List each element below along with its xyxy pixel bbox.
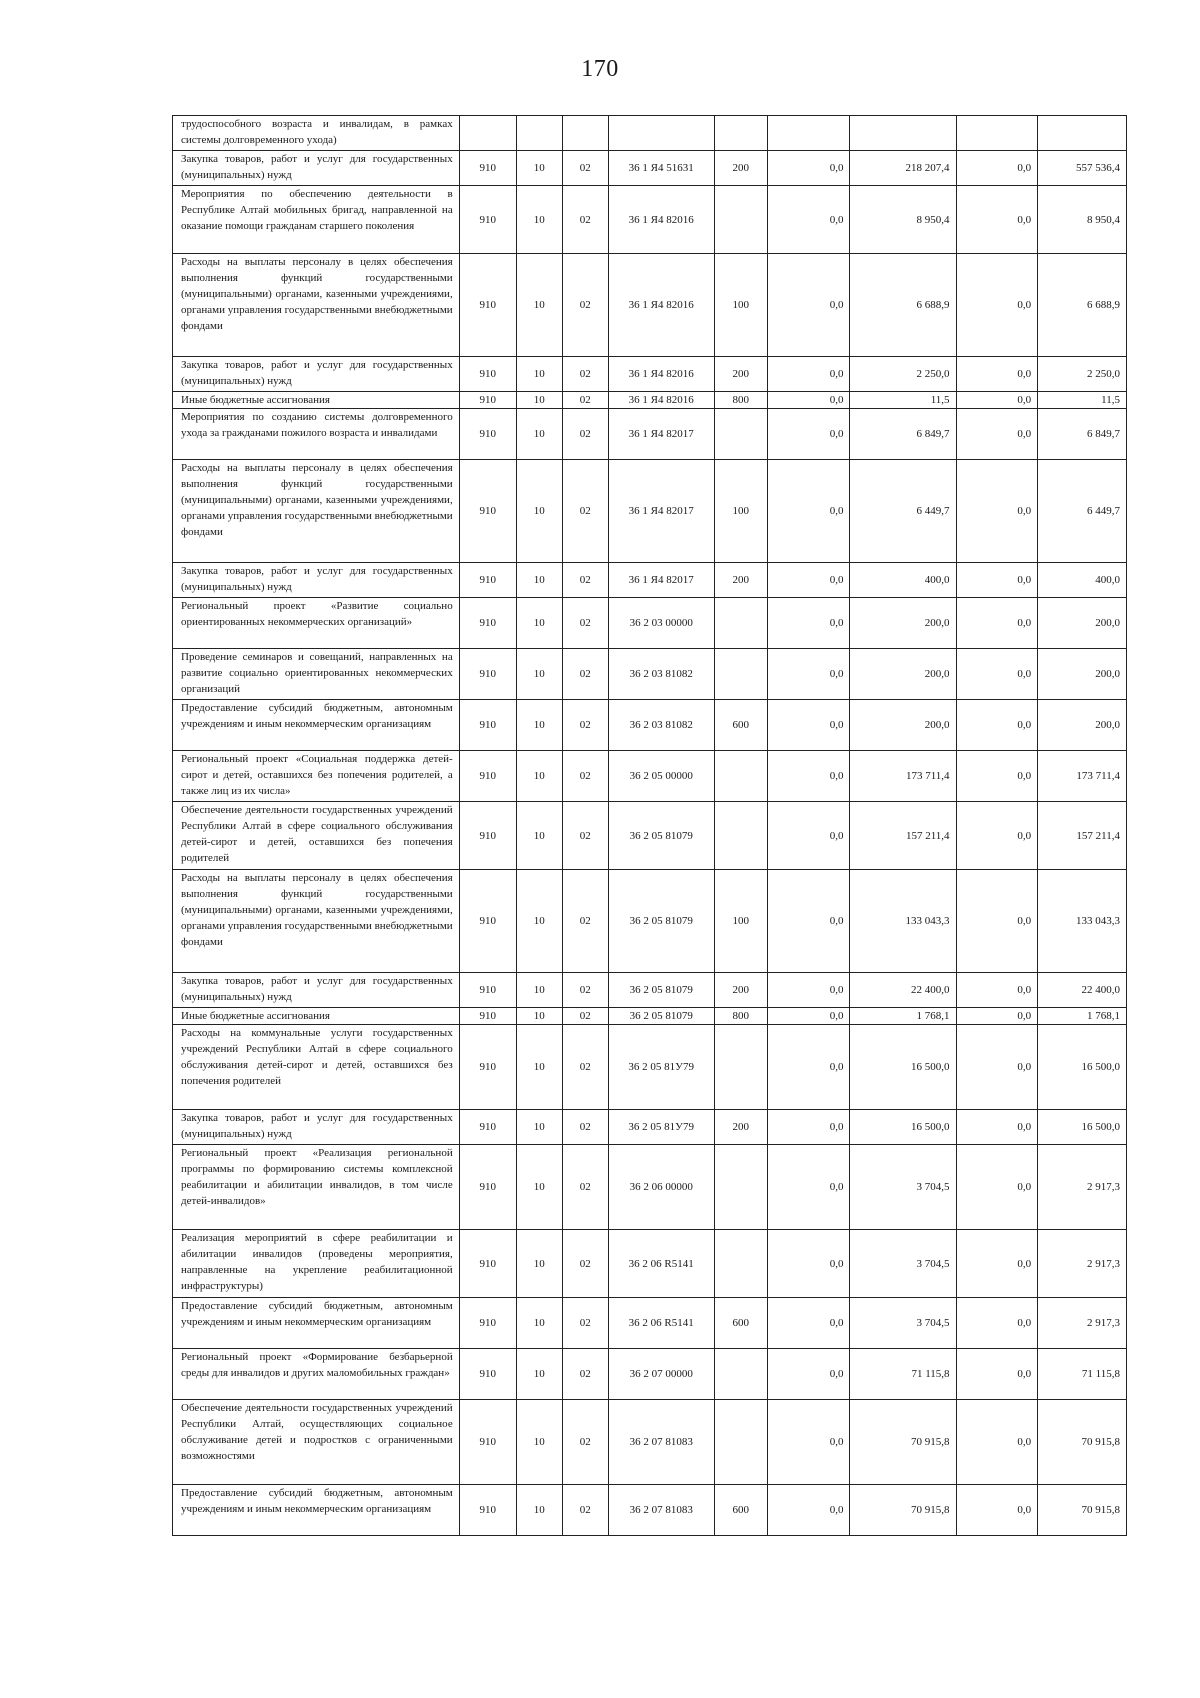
expense-type-cell: 200 [714,151,767,186]
grbs-code-cell: 910 [459,254,516,357]
table-row [173,870,1127,973]
amount-1-cell: 0,0 [767,1485,850,1536]
table-row [173,563,1127,598]
amount-3-cell: 0,0 [956,357,1038,392]
budget-table [172,115,1127,1536]
amount-3-cell: 0,0 [956,1485,1038,1536]
table-row [173,254,1127,357]
amount-4-cell: 200,0 [1038,700,1127,751]
expense-type-cell [714,598,767,649]
grbs-code-cell: 910 [459,649,516,700]
table-row [173,1145,1127,1230]
subsection-code-cell: 02 [562,1110,608,1145]
subsection-code-cell: 02 [562,1349,608,1400]
amount-3-cell: 0,0 [956,870,1038,973]
row-name-cell: Закупка товаров, работ и услуг для государственных (муниципальных) нужд [173,357,460,392]
target-article-cell: 36 1 Я4 82017 [608,563,714,598]
amount-4-cell: 71 115,8 [1038,1349,1127,1400]
subsection-code-cell: 02 [562,357,608,392]
grbs-code-cell: 910 [459,357,516,392]
amount-4-cell: 6 449,7 [1038,460,1127,563]
amount-3-cell: 0,0 [956,1110,1038,1145]
amount-3-cell: 0,0 [956,460,1038,563]
amount-1-cell [767,116,850,151]
target-article-cell: 36 1 Я4 82016 [608,392,714,409]
section-code-cell: 10 [516,598,562,649]
amount-1-cell: 0,0 [767,1145,850,1230]
target-article-cell: 36 2 05 81У79 [608,1025,714,1110]
subsection-code-cell: 02 [562,649,608,700]
section-code-cell: 10 [516,1298,562,1349]
table-row [173,700,1127,751]
amount-1-cell: 0,0 [767,1230,850,1298]
subsection-code-cell: 02 [562,1485,608,1536]
amount-2-cell: 3 704,5 [850,1230,956,1298]
amount-3-cell: 0,0 [956,409,1038,460]
grbs-code-cell: 910 [459,1008,516,1025]
amount-3-cell: 0,0 [956,1025,1038,1110]
amount-3-cell: 0,0 [956,1298,1038,1349]
row-name-cell: Мероприятия по обеспечению деятельности в Республике Алтай мобильных бригад, направленной на оказание помощи гражданам старшего поколения [173,186,460,254]
amount-4-cell: 557 536,4 [1038,151,1127,186]
expense-type-cell [714,1349,767,1400]
subsection-code-cell: 02 [562,1145,608,1230]
section-code-cell: 10 [516,700,562,751]
subsection-code-cell: 02 [562,700,608,751]
row-name-cell: Предоставление субсидий бюджетным, автономным учреждениям и иным некоммерческим организациям [173,1485,460,1536]
amount-2-cell: 200,0 [850,598,956,649]
table-row [173,1008,1127,1025]
expense-type-cell: 800 [714,392,767,409]
row-name-cell: Предоставление субсидий бюджетным, автономным учреждениям и иным некоммерческим организациям [173,700,460,751]
section-code-cell: 10 [516,1349,562,1400]
amount-2-cell: 157 211,4 [850,802,956,870]
expense-type-cell: 600 [714,1298,767,1349]
table-row [173,1349,1127,1400]
amount-4-cell: 133 043,3 [1038,870,1127,973]
amount-4-cell [1038,116,1127,151]
section-code-cell: 10 [516,802,562,870]
amount-2-cell: 16 500,0 [850,1025,956,1110]
target-article-cell: 36 2 05 81079 [608,870,714,973]
section-code-cell [516,116,562,151]
target-article-cell: 36 2 05 81079 [608,1008,714,1025]
table-row [173,151,1127,186]
section-code-cell: 10 [516,1485,562,1536]
grbs-code-cell [459,116,516,151]
amount-2-cell: 400,0 [850,563,956,598]
amount-3-cell: 0,0 [956,151,1038,186]
target-article-cell: 36 2 03 00000 [608,598,714,649]
section-code-cell: 10 [516,1145,562,1230]
subsection-code-cell: 02 [562,1400,608,1485]
amount-2-cell: 1 768,1 [850,1008,956,1025]
grbs-code-cell: 910 [459,392,516,409]
amount-1-cell: 0,0 [767,1400,850,1485]
grbs-code-cell: 910 [459,1298,516,1349]
table-row [173,1298,1127,1349]
subsection-code-cell: 02 [562,460,608,563]
amount-4-cell: 70 915,8 [1038,1485,1127,1536]
amount-3-cell: 0,0 [956,1230,1038,1298]
table-row [173,392,1127,409]
amount-3-cell: 0,0 [956,1400,1038,1485]
amount-1-cell: 0,0 [767,1298,850,1349]
amount-3-cell: 0,0 [956,392,1038,409]
amount-4-cell: 2 917,3 [1038,1145,1127,1230]
amount-1-cell: 0,0 [767,1349,850,1400]
target-article-cell: 36 1 Я4 51631 [608,151,714,186]
grbs-code-cell: 910 [459,1349,516,1400]
section-code-cell: 10 [516,151,562,186]
row-name-cell: Расходы на выплаты персоналу в целях обеспечения выполнения функций государственными (муниципальными) органами, казенными учреждениями, органами управления государственными внебюджетными фондами [173,254,460,357]
target-article-cell: 36 2 07 81083 [608,1485,714,1536]
row-name-cell: Реализация мероприятий в сфере реабилитации и абилитации инвалидов (проведены мероприятия, направленные на укрепление реабилитационной инфраструктуры) [173,1230,460,1298]
table-row [173,1485,1127,1536]
target-article-cell: 36 2 03 81082 [608,700,714,751]
grbs-code-cell: 910 [459,1145,516,1230]
target-article-cell: 36 2 05 00000 [608,751,714,802]
row-name-cell: Региональный проект «Социальная поддержка детей-сирот и детей, оставшихся без попечения родителей, а также лиц из их числа» [173,751,460,802]
grbs-code-cell: 910 [459,186,516,254]
grbs-code-cell: 910 [459,151,516,186]
row-name-cell: Мероприятия по созданию системы долговременного ухода за гражданами пожилого возраста и инвалидами [173,409,460,460]
amount-3-cell: 0,0 [956,1349,1038,1400]
amount-3-cell: 0,0 [956,563,1038,598]
amount-1-cell: 0,0 [767,973,850,1008]
amount-1-cell: 0,0 [767,751,850,802]
target-article-cell: 36 2 03 81082 [608,649,714,700]
amount-2-cell: 16 500,0 [850,1110,956,1145]
amount-2-cell: 200,0 [850,700,956,751]
expense-type-cell [714,1400,767,1485]
amount-1-cell: 0,0 [767,802,850,870]
section-code-cell: 10 [516,563,562,598]
subsection-code-cell: 02 [562,1025,608,1110]
amount-4-cell: 2 250,0 [1038,357,1127,392]
table-row [173,1400,1127,1485]
subsection-code-cell: 02 [562,1298,608,1349]
subsection-code-cell: 02 [562,973,608,1008]
subsection-code-cell: 02 [562,1230,608,1298]
subsection-code-cell: 02 [562,802,608,870]
amount-3-cell [956,116,1038,151]
amount-1-cell: 0,0 [767,186,850,254]
amount-1-cell: 0,0 [767,151,850,186]
target-article-cell: 36 2 06 R5141 [608,1230,714,1298]
expense-type-cell [714,409,767,460]
target-article-cell: 36 2 06 00000 [608,1145,714,1230]
grbs-code-cell: 910 [459,598,516,649]
amount-2-cell: 6 849,7 [850,409,956,460]
amount-4-cell: 157 211,4 [1038,802,1127,870]
expense-type-cell [714,116,767,151]
grbs-code-cell: 910 [459,870,516,973]
row-name-cell: Иные бюджетные ассигнования [173,392,460,409]
section-code-cell: 10 [516,1230,562,1298]
target-article-cell: 36 1 Я4 82017 [608,409,714,460]
target-article-cell: 36 1 Я4 82016 [608,357,714,392]
grbs-code-cell: 910 [459,1230,516,1298]
amount-1-cell: 0,0 [767,1008,850,1025]
amount-2-cell: 8 950,4 [850,186,956,254]
expense-type-cell [714,802,767,870]
table-row [173,357,1127,392]
amount-1-cell: 0,0 [767,1025,850,1110]
target-article-cell: 36 2 06 R5141 [608,1298,714,1349]
row-name-cell: Региональный проект «Реализация региональной программы по формированию системы комплексной реабилитации и абилитации инвалидов, в том числе детей-инвалидов» [173,1145,460,1230]
subsection-code-cell [562,116,608,151]
amount-2-cell: 2 250,0 [850,357,956,392]
table-row [173,186,1127,254]
target-article-cell: 36 1 Я4 82016 [608,254,714,357]
row-name-cell: Проведение семинаров и совещаний, направленных на развитие социально ориентированных некоммерческих организаций [173,649,460,700]
row-name-cell: Закупка товаров, работ и услуг для государственных (муниципальных) нужд [173,563,460,598]
subsection-code-cell: 02 [562,151,608,186]
expense-type-cell [714,1230,767,1298]
expense-type-cell: 600 [714,1485,767,1536]
table-row [173,409,1127,460]
target-article-cell: 36 1 Я4 82017 [608,460,714,563]
amount-1-cell: 0,0 [767,649,850,700]
amount-4-cell: 200,0 [1038,598,1127,649]
amount-3-cell: 0,0 [956,751,1038,802]
row-name-cell: Обеспечение деятельности государственных учреждений Республики Алтай, осуществляющих социальное обслуживание детей и подростков с ограниченными возможностями [173,1400,460,1485]
row-name-cell: Расходы на выплаты персоналу в целях обеспечения выполнения функций государственными (муниципальными) органами, казенными учреждениями, органами управления государственными внебюджетными фондами [173,870,460,973]
amount-2-cell: 22 400,0 [850,973,956,1008]
target-article-cell: 36 2 05 81079 [608,802,714,870]
row-name-cell: Закупка товаров, работ и услуг для государственных (муниципальных) нужд [173,151,460,186]
grbs-code-cell: 910 [459,563,516,598]
row-name-cell: трудоспособного возраста и инвалидам, в рамках системы долговременного ухода) [173,116,460,151]
subsection-code-cell: 02 [562,392,608,409]
amount-4-cell: 400,0 [1038,563,1127,598]
table-row [173,649,1127,700]
grbs-code-cell: 910 [459,802,516,870]
row-name-cell: Иные бюджетные ассигнования [173,1008,460,1025]
amount-2-cell: 218 207,4 [850,151,956,186]
table-body [173,116,1127,1536]
expense-type-cell: 600 [714,700,767,751]
amount-4-cell: 11,5 [1038,392,1127,409]
subsection-code-cell: 02 [562,254,608,357]
amount-1-cell: 0,0 [767,700,850,751]
amount-1-cell: 0,0 [767,409,850,460]
table-row [173,460,1127,563]
amount-3-cell: 0,0 [956,973,1038,1008]
target-article-cell: 36 2 07 81083 [608,1400,714,1485]
amount-2-cell: 3 704,5 [850,1145,956,1230]
table-row [173,1110,1127,1145]
grbs-code-cell: 910 [459,973,516,1008]
amount-1-cell: 0,0 [767,392,850,409]
row-name-cell: Расходы на выплаты персоналу в целях обеспечения выполнения функций государственными (муниципальными) органами, казенными учреждениями, органами управления государственными внебюджетными фондами [173,460,460,563]
amount-2-cell: 200,0 [850,649,956,700]
subsection-code-cell: 02 [562,409,608,460]
expense-type-cell: 800 [714,1008,767,1025]
amount-2-cell: 3 704,5 [850,1298,956,1349]
amount-3-cell: 0,0 [956,186,1038,254]
table-row [173,598,1127,649]
target-article-cell: 36 2 05 81079 [608,973,714,1008]
section-code-cell: 10 [516,392,562,409]
table-row [173,1025,1127,1110]
amount-3-cell: 0,0 [956,700,1038,751]
table-row [173,802,1127,870]
amount-1-cell: 0,0 [767,254,850,357]
expense-type-cell [714,649,767,700]
expense-type-cell: 200 [714,563,767,598]
amount-1-cell: 0,0 [767,598,850,649]
grbs-code-cell: 910 [459,409,516,460]
expense-type-cell: 100 [714,870,767,973]
amount-2-cell: 133 043,3 [850,870,956,973]
amount-1-cell: 0,0 [767,460,850,563]
amount-3-cell: 0,0 [956,802,1038,870]
section-code-cell: 10 [516,973,562,1008]
amount-2-cell: 6 449,7 [850,460,956,563]
amount-4-cell: 2 917,3 [1038,1230,1127,1298]
amount-4-cell: 6 849,7 [1038,409,1127,460]
amount-4-cell: 6 688,9 [1038,254,1127,357]
table-row [173,1230,1127,1298]
subsection-code-cell: 02 [562,563,608,598]
row-name-cell: Закупка товаров, работ и услуг для государственных (муниципальных) нужд [173,1110,460,1145]
section-code-cell: 10 [516,254,562,357]
grbs-code-cell: 910 [459,1400,516,1485]
expense-type-cell [714,1025,767,1110]
amount-2-cell: 70 915,8 [850,1400,956,1485]
section-code-cell: 10 [516,870,562,973]
amount-2-cell [850,116,956,151]
target-article-cell: 36 1 Я4 82016 [608,186,714,254]
grbs-code-cell: 910 [459,460,516,563]
row-name-cell: Закупка товаров, работ и услуг для государственных (муниципальных) нужд [173,973,460,1008]
amount-1-cell: 0,0 [767,1110,850,1145]
section-code-cell: 10 [516,409,562,460]
grbs-code-cell: 910 [459,1485,516,1536]
expense-type-cell: 200 [714,1110,767,1145]
section-code-cell: 10 [516,460,562,563]
row-name-cell: Обеспечение деятельности государственных учреждений Республики Алтай в сфере социального обслуживания детей-сирот и детей, оставшихся без попечения родителей [173,802,460,870]
amount-1-cell: 0,0 [767,870,850,973]
expense-type-cell [714,1145,767,1230]
expense-type-cell: 100 [714,460,767,563]
amount-3-cell: 0,0 [956,1145,1038,1230]
expense-type-cell: 100 [714,254,767,357]
amount-2-cell: 173 711,4 [850,751,956,802]
amount-3-cell: 0,0 [956,1008,1038,1025]
target-article-cell: 36 2 07 00000 [608,1349,714,1400]
section-code-cell: 10 [516,649,562,700]
amount-1-cell: 0,0 [767,563,850,598]
row-name-cell: Предоставление субсидий бюджетным, автономным учреждениям и иным некоммерческим организациям [173,1298,460,1349]
expense-type-cell: 200 [714,973,767,1008]
amount-4-cell: 16 500,0 [1038,1025,1127,1110]
table-row [173,751,1127,802]
section-code-cell: 10 [516,1110,562,1145]
amount-2-cell: 71 115,8 [850,1349,956,1400]
amount-4-cell: 8 950,4 [1038,186,1127,254]
subsection-code-cell: 02 [562,598,608,649]
amount-2-cell: 11,5 [850,392,956,409]
subsection-code-cell: 02 [562,870,608,973]
page-number: 170 [581,56,619,82]
amount-4-cell: 2 917,3 [1038,1298,1127,1349]
expense-type-cell [714,186,767,254]
target-article-cell: 36 2 05 81У79 [608,1110,714,1145]
section-code-cell: 10 [516,186,562,254]
row-name-cell: Региональный проект «Формирование безбарьерной среды для инвалидов и других маломобильных граждан» [173,1349,460,1400]
amount-3-cell: 0,0 [956,649,1038,700]
section-code-cell: 10 [516,1008,562,1025]
section-code-cell: 10 [516,751,562,802]
amount-3-cell: 0,0 [956,598,1038,649]
row-name-cell: Региональный проект «Развитие социально ориентированных некоммерческих организаций» [173,598,460,649]
subsection-code-cell: 02 [562,751,608,802]
amount-3-cell: 0,0 [956,254,1038,357]
table-row [173,116,1127,151]
amount-4-cell: 22 400,0 [1038,973,1127,1008]
amount-4-cell: 1 768,1 [1038,1008,1127,1025]
grbs-code-cell: 910 [459,1025,516,1110]
section-code-cell: 10 [516,1025,562,1110]
amount-4-cell: 173 711,4 [1038,751,1127,802]
amount-4-cell: 16 500,0 [1038,1110,1127,1145]
expense-type-cell [714,751,767,802]
section-code-cell: 10 [516,1400,562,1485]
target-article-cell [608,116,714,151]
row-name-cell: Расходы на коммунальные услуги государственных учреждений Республики Алтай в сфере социального обслуживания детей-сирот и детей, оставшихся без попечения родителей [173,1025,460,1110]
amount-4-cell: 70 915,8 [1038,1400,1127,1485]
expense-type-cell: 200 [714,357,767,392]
table-row [173,973,1127,1008]
section-code-cell: 10 [516,357,562,392]
subsection-code-cell: 02 [562,1008,608,1025]
grbs-code-cell: 910 [459,751,516,802]
amount-4-cell: 200,0 [1038,649,1127,700]
subsection-code-cell: 02 [562,186,608,254]
amount-2-cell: 70 915,8 [850,1485,956,1536]
grbs-code-cell: 910 [459,700,516,751]
amount-1-cell: 0,0 [767,357,850,392]
grbs-code-cell: 910 [459,1110,516,1145]
amount-2-cell: 6 688,9 [850,254,956,357]
